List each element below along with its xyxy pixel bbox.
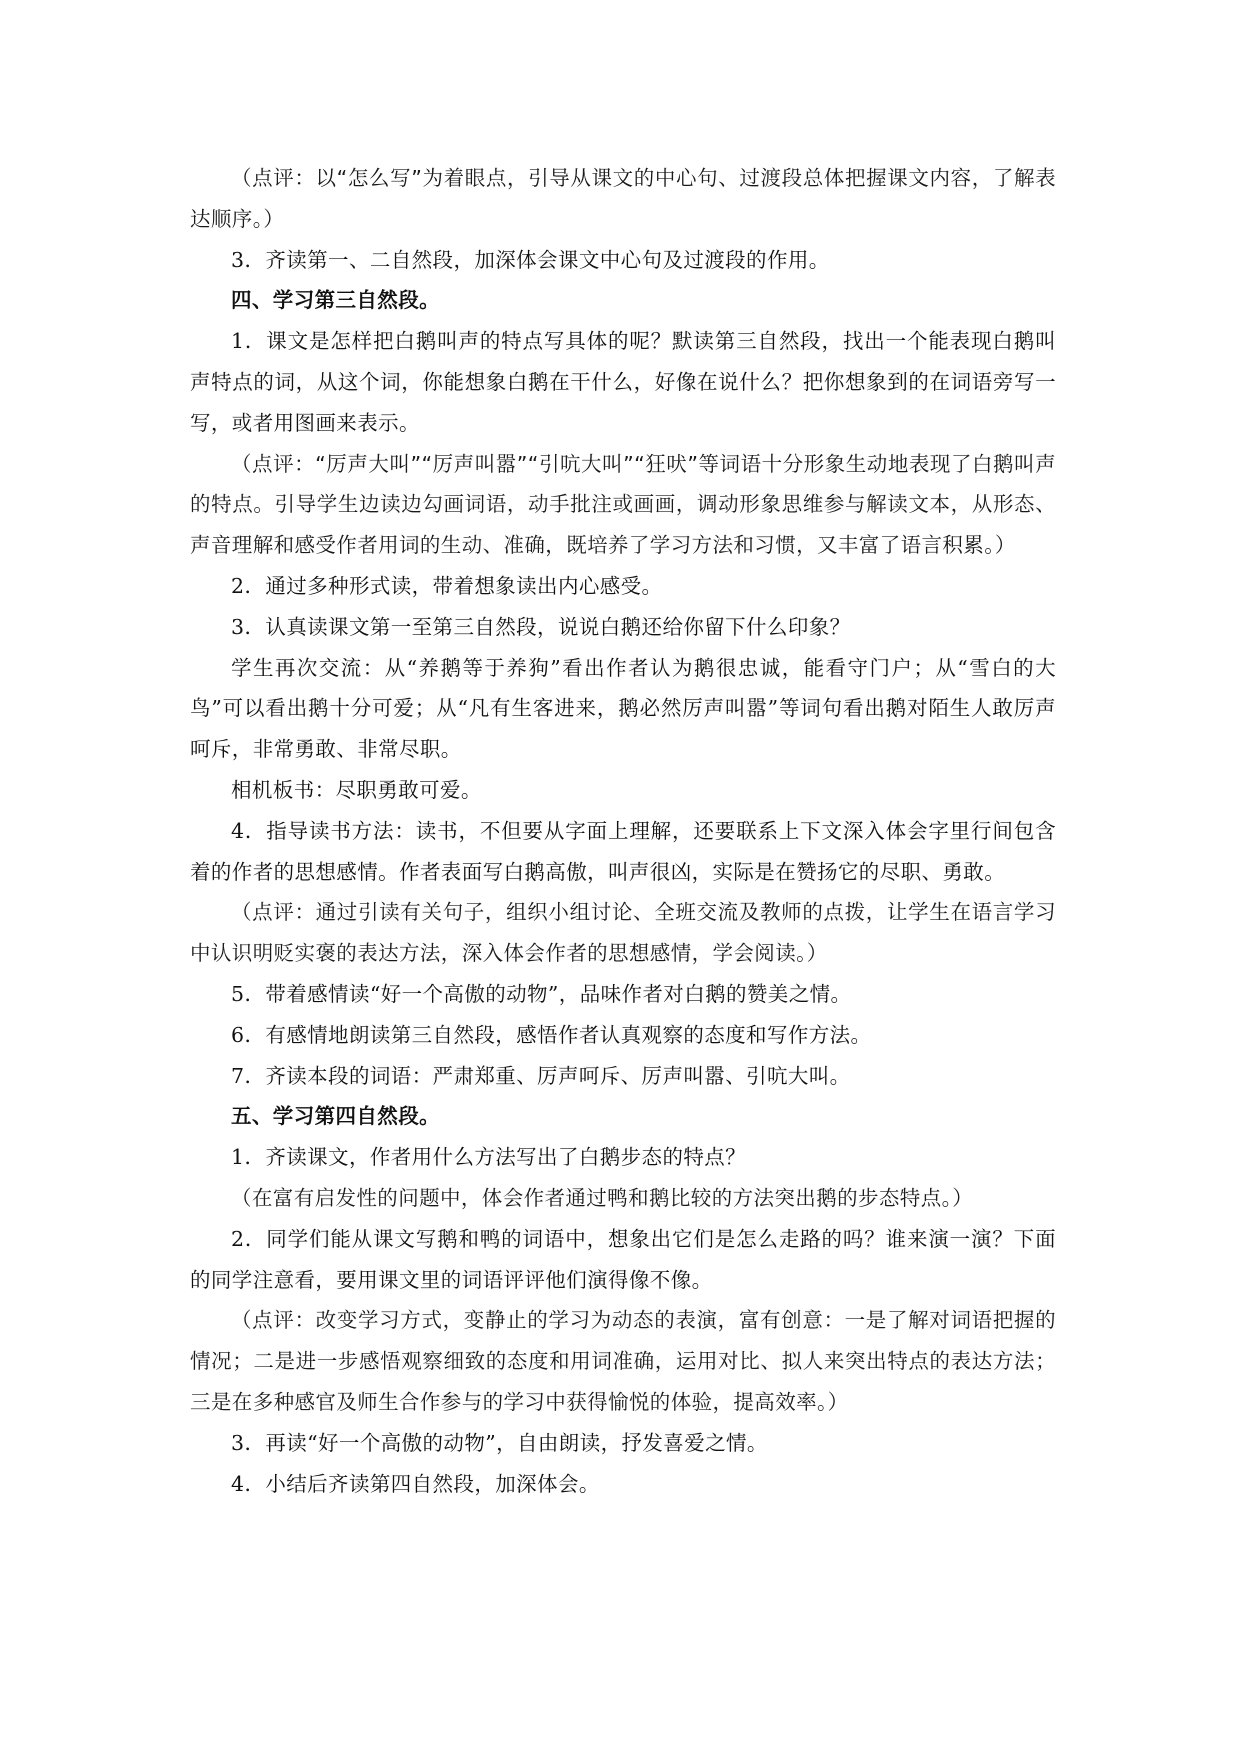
body-paragraph: 1．齐读课文，作者用什么方法写出了白鹅步态的特点？ xyxy=(231,1145,747,1170)
section-heading: 五、学习第四自然段。 xyxy=(231,1104,440,1129)
comment-paragraph: （点评：“厉声大叫”“厉声叫嚣”“引吭大叫”“狂吠”等词语十分形象生动地表现了白鹅叫声的特点。引导学生边读边勾画词语，动手批注或画画，调动形象思维参与解读文本，从形态、声音理解和感受作者用词的生动、准确，既培养了学习方法和习惯，又丰富了语言积累。） xyxy=(190,451,1056,558)
body-paragraph: 5．带着感情读“好一个高傲的动物”，品味作者对白鹅的赞美之情。 xyxy=(231,981,852,1006)
comment-paragraph: （点评：改变学习方式，变静止的学习为动态的表演，富有创意：一是了解对词语把握的情况；二是进一步感悟观察细致的态度和用词准确，运用对比、拟人来突出特点的表达方法；三是在多种感官及师生合作参与的学习中获得愉悦的体验，提高效率。） xyxy=(190,1308,1056,1414)
document-body xyxy=(190,158,1056,1504)
body-paragraph: 4．指导读书方法：读书，不但要从字面上理解，还要联系上下文深入体会字里行间包含着的作者的思想感情。作者表面写白鹅高傲，叫声很凶，实际是在赞扬它的尽职、勇敢。 xyxy=(190,818,1056,884)
body-paragraph: 6．有感情地朗读第三自然段，感悟作者认真观察的态度和写作方法。 xyxy=(231,1022,872,1047)
body-paragraph: 2．通过多种形式读，带着想象读出内心感受。 xyxy=(231,573,663,598)
body-paragraph: 3．再读“好一个高傲的动物”，自由朗读，抒发喜爱之情。 xyxy=(231,1430,768,1455)
body-paragraph: 4．小结后齐读第四自然段，加深体会。 xyxy=(231,1471,600,1496)
body-paragraph: 7．齐读本段的词语：严肃郑重、厉声呵斥、厉声叫嚣、引吭大叫。 xyxy=(231,1063,851,1088)
body-paragraph: 3．认真读课文第一至第三自然段，说说白鹅还给你留下什么印象？ xyxy=(231,614,851,639)
body-paragraph: 1．课文是怎样把白鹅叫声的特点写具体的呢？默读第三自然段，找出一个能表现白鹅叫声特点的词，从这个词，你能想象白鹅在干什么，好像在说什么？把你想象到的在词语旁写一写，或者用图画来表示。 xyxy=(190,329,1056,435)
body-paragraph: 3．齐读第一、二自然段，加深体会课文中心句及过渡段的作用。 xyxy=(231,247,830,272)
section-heading: 四、学习第三自然段。 xyxy=(231,288,440,313)
body-paragraph: 2．同学们能从课文写鹅和鸭的词语中，想象出它们是怎么走路的吗？谁来演一演？下面的同学注意看，要用课文里的词语评评他们演得像不像。 xyxy=(190,1226,1056,1292)
body-paragraph: 相机板书：尽职勇敢可爱。 xyxy=(231,777,482,802)
comment-paragraph: （在富有启发性的问题中，体会作者通过鸭和鹅比较的方法突出鹅的步态特点。） xyxy=(231,1185,974,1210)
body-paragraph: 学生再次交流：从“养鹅等于养狗”看出作者认为鹅很忠诚，能看守门户；从“雪白的大鸟”可以看出鹅十分可爱；从“凡有生客进来，鹅必然厉声叫嚣”等词句看出鹅对陌生人敢厉声呵斥，非常勇敢、非常尽职。 xyxy=(190,655,1056,762)
comment-paragraph: （点评：以“怎么写”为着眼点，引导从课文的中心句、过渡段总体把握课文内容，了解表达顺序。） xyxy=(190,166,1056,231)
comment-paragraph: （点评：通过引读有关句子，组织小组讨论、全班交流及教师的点拨，让学生在语言学习中认识明贬实褒的表达方法，深入体会作者的思想感情，学会阅读。） xyxy=(190,900,1056,966)
